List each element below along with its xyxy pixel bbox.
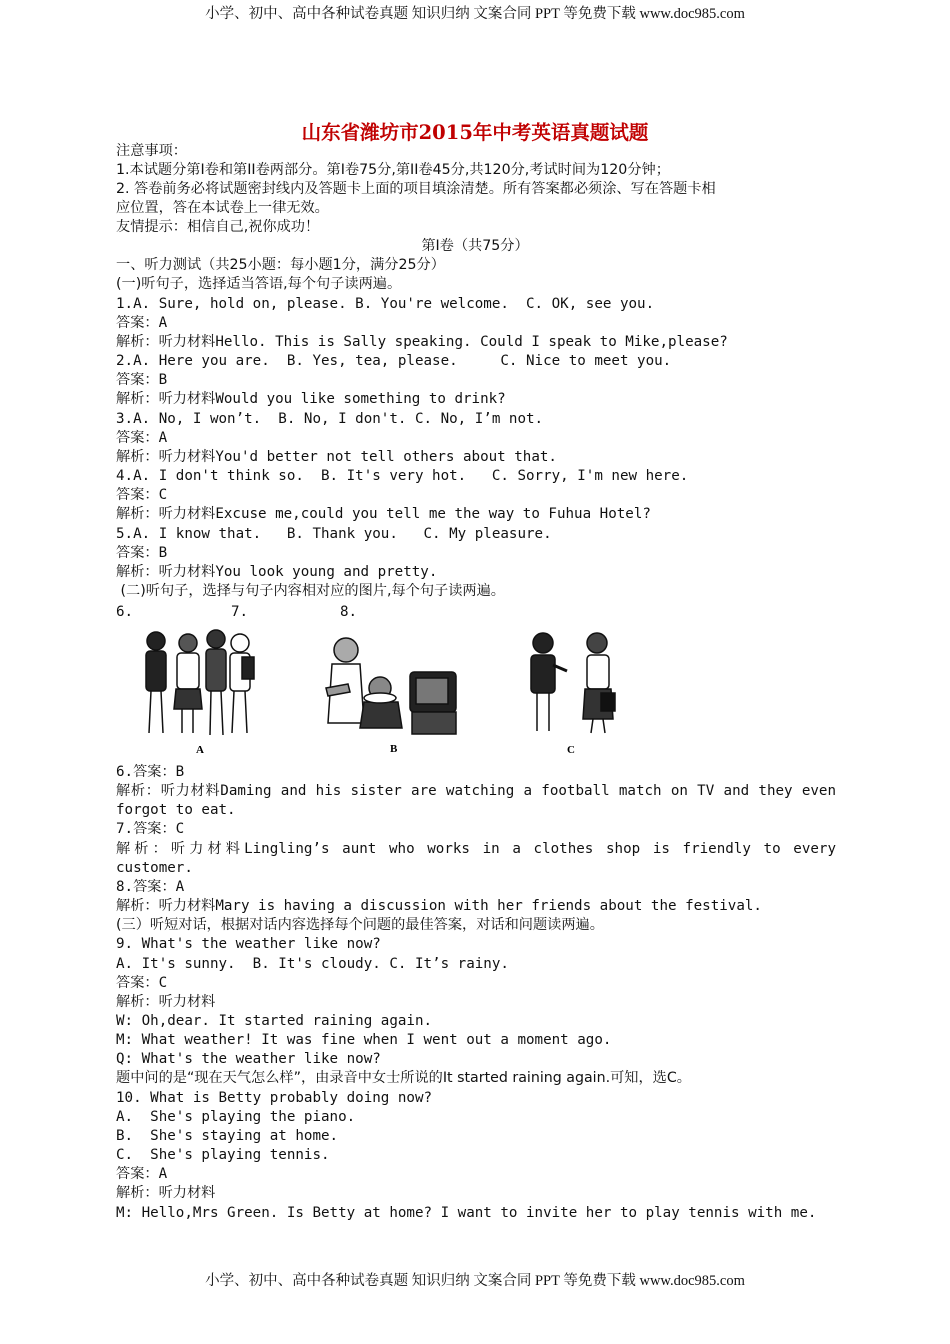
page-footer: 小学、初中、高中各种试卷真题 知识归纳 文案合同 PPT 等免费下载 www.doc985.com xyxy=(205,1273,745,1289)
answer-7: 7.答案：C xyxy=(116,821,185,837)
question-9-options: A. It's sunny. B. It's cloudy. C. It’s rainy. xyxy=(116,956,509,972)
explanation-8: 解析：听力材料Mary is having a discussion with her friends about the festival. xyxy=(116,898,762,914)
answer-6: 6.答案：B xyxy=(116,764,185,780)
picture-c-shop xyxy=(515,625,635,760)
dialogue-9-line-1: W: Oh,dear. It started raining again. xyxy=(116,1013,433,1029)
question-3: 3.A. No, I won’t. B. No, I don't. C. No, I’m not. xyxy=(116,411,544,427)
pic-num-7: 7. xyxy=(231,604,249,620)
answer-5: 答案：B xyxy=(116,545,168,561)
question-1: 1.A. Sure, hold on, please. B. You're welcome. C. OK, see you. xyxy=(116,296,655,312)
notice-title: 注意事项： xyxy=(116,143,187,159)
question-2: 2.A. Here you are. B. Yes, tea, please. C. Nice to meet you. xyxy=(116,353,672,369)
subsection-3: (三）听短对话，根据对话内容选择每个问题的最佳答案，对话和问题读两遍。 xyxy=(116,917,604,933)
dialogue-10-line-1: M: Hello,Mrs Green. Is Betty at home? I want to invite her to play tennis with me. xyxy=(116,1205,817,1221)
question-10-option-a: A. She's playing the piano. xyxy=(116,1109,356,1125)
explanation-7-cont: customer. xyxy=(116,860,193,876)
answer-1: 答案：A xyxy=(116,315,168,331)
answer-3: 答案：A xyxy=(116,430,168,446)
pic-num-8: 8. xyxy=(340,604,358,620)
friendly-tip: 友情提示：相信自己,祝你成功！ xyxy=(116,219,320,235)
page-title: 山东省潍坊市2015年中考英语真题试题 xyxy=(301,121,649,144)
pic-label-a: A xyxy=(196,744,204,756)
notice-item-1: 1.本试题分第Ⅰ卷和第II卷两部分。第Ⅰ卷75分,第II卷45分,共120分,考试时间为120分钟； xyxy=(116,162,670,178)
question-10-option-c: C. She's playing tennis. xyxy=(116,1147,330,1163)
notice-item-2: 2. 答卷前务必将试题密封线内及答题卡上面的项目填涂清楚。所有答案都必须涂、写在答题卡相 xyxy=(116,181,716,197)
pic-label-b: B xyxy=(390,743,398,755)
dialogue-9-line-3: Q: What's the weather like now? xyxy=(116,1051,381,1067)
notice-item-2-cont: 应位置，答在本试卷上一律无效。 xyxy=(116,200,329,216)
section-title: 一、听力测试（共25小题：每小题1分，满分25分） xyxy=(116,257,445,273)
answer-2: 答案：B xyxy=(116,372,168,388)
dialogue-9-line-2: M: What weather! It was fine when I went out a moment ago. xyxy=(116,1032,612,1048)
subsection-2: (二)听句子，选择与句子内容相对应的图片,每个句子读两遍。 xyxy=(116,583,505,599)
answer-10: 答案：A xyxy=(116,1166,168,1182)
explanation-3: 解析：听力材料You'd better not tell others about that. xyxy=(116,449,557,465)
explanation-1: 解析：听力材料Hello. This is Sally speaking. Could I speak to Mike,please? xyxy=(116,334,728,350)
picture-b-watching-tv xyxy=(318,628,468,760)
explanation-9: 解析：听力材料 xyxy=(116,994,216,1010)
question-4: 4.A. I don't think so. B. It's very hot. C. Sorry, I'm new here. xyxy=(116,468,689,484)
explanation-6: 解析：听力材料Daming and his sister are watching a football match on TV and they even forgot to eat. xyxy=(116,783,836,818)
part-title: 第Ⅰ卷（共75分） xyxy=(421,238,529,254)
explanation-4: 解析：听力材料Excuse me,could you tell me the way to Fuhua Hotel? xyxy=(116,506,651,522)
pic-num-6: 6. xyxy=(116,604,134,620)
explanation-5: 解析：听力材料You look young and pretty. xyxy=(116,564,438,580)
explanation-7: 解析：听力材料Lingling’s aunt who works in a clothes shop is friendly to every xyxy=(116,841,836,857)
pic-label-c: C xyxy=(567,744,575,756)
question-10-option-b: B. She's staying at home. xyxy=(116,1128,339,1144)
question-10: 10. What is Betty probably doing now? xyxy=(116,1090,433,1106)
dialogue-9-note: 题中问的是“现在天气怎么样”，由录音中女士所说的It started raining again.可知，选C。 xyxy=(116,1070,691,1086)
explanation-2: 解析：听力材料Would you like something to drink? xyxy=(116,391,506,407)
question-9: 9. What's the weather like now? xyxy=(116,936,381,952)
answer-8: 8.答案：A xyxy=(116,879,185,895)
answer-9: 答案：C xyxy=(116,975,168,991)
question-5: 5.A. I know that. B. Thank you. C. My pleasure. xyxy=(116,526,552,542)
explanation-10: 解析：听力材料 xyxy=(116,1185,216,1201)
page-header: 小学、初中、高中各种试卷真题 知识归纳 文案合同 PPT 等免费下载 www.doc985.com xyxy=(205,6,745,22)
subsection-1: (一)听句子，选择适当答语,每个句子读两遍。 xyxy=(116,276,402,292)
picture-a-students xyxy=(130,625,270,760)
answer-4: 答案：C xyxy=(116,487,168,503)
